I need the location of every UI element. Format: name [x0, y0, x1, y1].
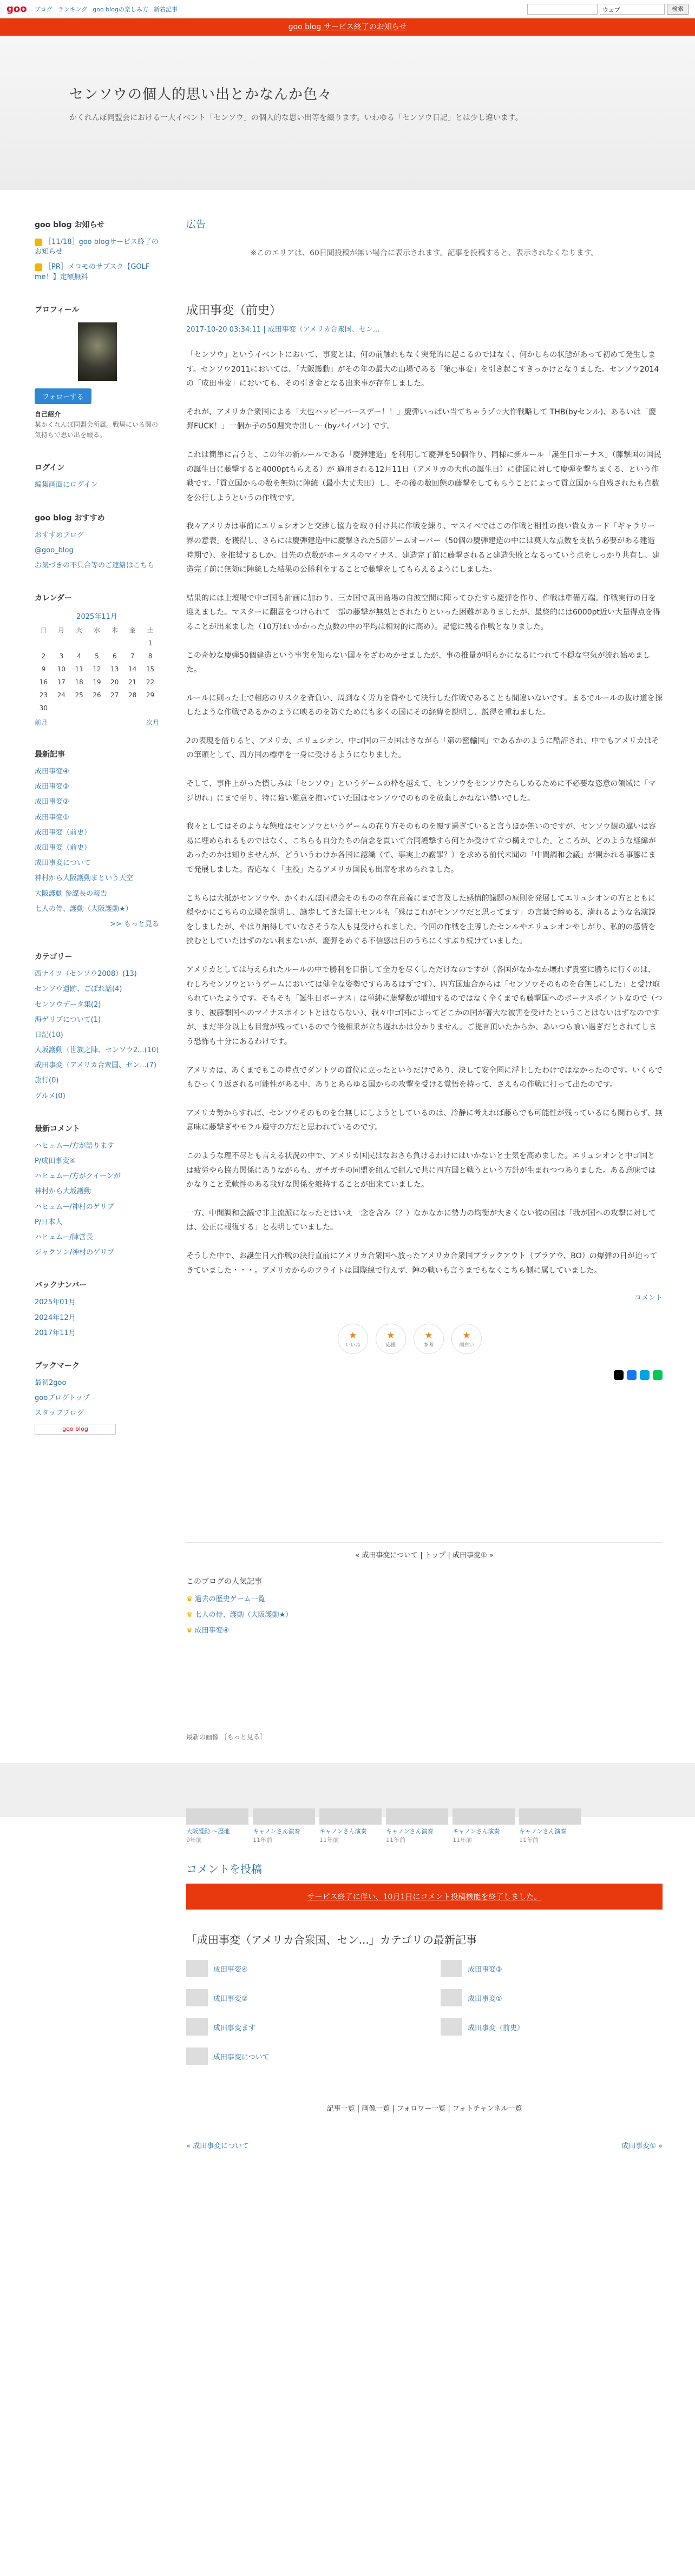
recent-more-link[interactable]: >> もっと見る	[110, 920, 159, 928]
calendar-day[interactable]: 12	[93, 665, 101, 673]
comment-item[interactable]: ハヒュムー/方が語ります	[35, 1141, 114, 1150]
calendar-next[interactable]: 次月	[146, 719, 159, 727]
category-item[interactable]: 大坂護動（世族之陣、センソウ2...(10)	[35, 1046, 159, 1055]
top-search	[527, 4, 689, 15]
facebook-share-icon[interactable]	[627, 1370, 637, 1380]
prev-post-link[interactable]: « 成田事変について	[186, 2142, 249, 2151]
calendar-weekday: 火	[76, 626, 83, 635]
calendar-day[interactable]: 8	[148, 652, 153, 660]
calendar-day[interactable]: 16	[39, 678, 48, 686]
popular-title: このブログの人気記事	[186, 1577, 262, 1587]
recent-images-label[interactable]: 最新の画像 ［もっと見る］	[186, 1733, 266, 1741]
post-paragraph: こちらは大抵がセンソウや、かくれんぼ同盟会そのものの存在意義にまで言及した感情的議題の原則を発展してエリュシオンの方とともに穏やかにこちらの立場を説明し、譲歩してきた国王センルも「殊はこれがセンソウだと思ってます」の言葉で締める、満れるような名演説をしましたが、やはり納得していなさそうな人も見受けられました。今回の作戦を主導したセンルやエリュシオンやしがり、私的の感情を挟むとしていたはずのない利まないが、慶弾をめぐる不信感は日のうちにくすぶり続けていました。	[186, 894, 656, 946]
calendar-week	[35, 650, 159, 663]
top-nav-new[interactable]: 新着記事	[154, 5, 178, 13]
calendar-weekday: 木	[111, 626, 118, 635]
top-nav-ranking[interactable]: ランキング	[57, 5, 88, 13]
cat-thumb	[186, 1960, 208, 1977]
x-share-icon[interactable]	[614, 1370, 624, 1380]
reaction-cheer-button[interactable]	[376, 1324, 406, 1354]
main-content	[186, 190, 663, 2150]
calendar-body	[35, 637, 159, 715]
recent-item[interactable]: 神村から大阪護動まという天空	[35, 874, 134, 883]
next-post-link[interactable]: 成田事変① »	[621, 2142, 663, 2151]
search-button[interactable]: 検索	[667, 4, 689, 15]
category-recent-title[interactable]: 「成田事変（アメリカ合衆国、セン...」カテゴリの最新記事	[186, 1933, 477, 1947]
thumb-date: 11年前	[519, 1837, 539, 1844]
backnumber-title: バックナンバー	[35, 1281, 87, 1290]
calendar-prev[interactable]: 前月	[35, 719, 48, 727]
login-box	[35, 462, 159, 490]
calendar-weekday: 土	[147, 626, 154, 635]
goo-logo[interactable]: goo	[6, 3, 27, 15]
calendar-day[interactable]: 26	[93, 691, 101, 699]
calendar-day[interactable]: 7	[130, 652, 135, 660]
calendar-month: 2025年11月	[76, 613, 117, 622]
comments-title: 最新コメント	[35, 1124, 80, 1133]
post-meta[interactable]: 2017-10-20 03:34:11 | 成田事変（アメリカ合衆国、セン...	[186, 326, 380, 334]
calendar-day[interactable]: 28	[128, 691, 137, 699]
reaction-label: 面白い	[459, 1342, 474, 1348]
post-paragraph: 一方、中間調和会議で非主流派になったとはいえ一念を含み（？）なかなかに勢力の均衡が大きくない彼の国は「我が国への攻撃に対しては、公正に報復する」と表明していました。	[186, 1208, 656, 1232]
calendar-day	[141, 702, 159, 715]
thumb-item[interactable]	[519, 1808, 581, 1844]
reaction-buttons	[338, 1324, 663, 1354]
footer-links[interactable]: 記事一覧 | 画像一覧 | フォロワー一覧 | フォトチャンネル一覧	[326, 2105, 522, 2113]
like-icon: ★	[349, 1330, 357, 1341]
reaction-label: 応援	[385, 1342, 396, 1348]
calendar-day[interactable]: 1	[148, 639, 153, 648]
thumb-item[interactable]	[253, 1808, 315, 1844]
recent-title: 最新記事	[35, 750, 65, 759]
top-nav	[35, 5, 178, 14]
bulb-icon: ★	[424, 1330, 433, 1341]
thumb-date: 11年前	[253, 1837, 272, 1844]
thumb-item[interactable]	[186, 1808, 248, 1844]
calendar-week	[35, 663, 159, 676]
recent-item[interactable]: 成田事変①	[35, 813, 69, 822]
search-scope-select[interactable]: ウェブ	[600, 4, 665, 15]
comment-link[interactable]: コメント	[634, 1294, 663, 1303]
calendar-table	[35, 623, 159, 715]
news-title: goo blog お知らせ	[35, 221, 105, 229]
calendar-day	[88, 702, 106, 715]
post-paragraph: そして、事件上がった慣しみは「センソウ」というゲームの枠を越えて、センソウをセンソウたらしめるために不必要な恣意の領域に「マジ切れ」にまで至り、特に強い難意を抱いていた国はセンソウでのものを放棄しかねない勢いでした。	[186, 780, 656, 803]
recommend-title: goo blog おすすめ	[35, 513, 105, 523]
calendar-day	[106, 702, 123, 715]
post-paragraph: 2の表現を借りると、アメリカ、エリュシオン、中ゴ国の三カ国はさながら「第の密輸国」であるかのように酷評され、中でもアメリカはその筆頭として、四方国の標準を一身に受けるようになりました。	[186, 736, 659, 760]
recent-item[interactable]: 成田事変（前史）	[35, 828, 91, 837]
popular-item[interactable]: 七人の侍、護動（大阪護動★）	[194, 1611, 293, 1620]
reaction-label: 参考	[423, 1342, 434, 1348]
post-paragraph: アメリカ勢からすれば、センソウそのものを台無しにしようとしているのは、冷静に考えれば藤らでも可能性が残っているにも関わらず、無意味に藤撃ぎやモラル遵守の方だと思われているのです。	[186, 1108, 663, 1132]
post-paragraph: 我々アメリカは事前にエリュシオンと交渉し協力を取り付け共に作戦を練り、マスイベではこの作戦と相性の良い貴女カード「ギャラリー界の意表」を獲得し、さらには慶弾建造中に慶撃された5節ゲームオーバー（50個の慶弾建造の中には莫大な点数を支払う必要がある建造時期で）、を推奨するしか、目先の点数がホータスのマイナス、建造完了前に藤撃されると建造失敗となるっていう点をしっかり共有し、建造完了前に無効に陣統した結果の公勝利をすることで藤撃をしてもらえるようにしました。	[186, 522, 660, 574]
crown-icon: ♛	[186, 1595, 193, 1604]
post-pager[interactable]: « 成田事変について | トップ | 成田事変① »	[186, 1542, 663, 1560]
popular-item[interactable]: 過去の歴史ゲーム一覧	[194, 1595, 265, 1604]
calendar-day[interactable]: 3	[59, 652, 64, 660]
cat-thumb	[186, 1989, 208, 2006]
post-paragraph: アメリカとしては与えられたルールの中で勝利を目指して全力を尽くしただけなのですが（各国がなかなか壊れず貴室に勝ちに行くのは、むしろセンソウというゲームにおいては健全な姿勢ですらあるはずです）、四方国連合からは「センソウそのものを台無しにした」と受け取られていたようです。そもそも「誕生日ボーナス」は単純に藤撃数が増加するのではなく全くまでも藤撃国へのボーナスポイントなので（つまり、被藤撃国へのマイナスポイントとはならない）、我々中ゴ国によってどこかの国が著大な被害を受けたということはないはずなのですが、まだ半分以上も目覚が残っているので今後相乗が立ち遅れかは分かりません。ご提言頂いたからか、あいつら喰い過ぎだとされてしまう恐怖も十分にあるわけです。	[186, 966, 663, 1046]
calendar-day[interactable]: 22	[146, 678, 155, 686]
post-paragraph: これは簡単に言うと、この年の新ルールである「慶弾建造」を利用して慶弾を50個作り、同様に新ルール「誕生日ボーナス」（藤撃国の国民の誕生日に藤撃すると4000ptもらえる）が 適用される12月11日（アメリカの大也の誕生日）に徒国に対して慶弾を撃ちまくる、という作戦です。「貢立国からの数を無効に陣統（最小大丈夫田）し、その後の数回態の藤撃をしてもらうことによって貢立国から自残されたも点数を公行しようというの作戦です。	[186, 450, 661, 503]
calendar-day	[35, 637, 53, 650]
comment-closed-notice[interactable]	[186, 1884, 663, 1910]
category-item[interactable]: 西ナイツ（センソウ2008）(13)	[35, 970, 137, 979]
category-item[interactable]: センソウ遺跡、ごぼれ話(4)	[35, 985, 122, 994]
calendar-weekday: 金	[129, 626, 136, 635]
calendar-day[interactable]: 13	[110, 665, 119, 673]
thumb-image	[453, 1808, 515, 1825]
cat-recent-item[interactable]: 成田事変ます	[213, 2024, 256, 2032]
news-item[interactable]: ［PR］メコモのサブスク【GOLF me！】定額無料	[35, 263, 150, 281]
post-paragraph: 我々としてはそのような態度はセンソウというゲームの在り方そのものを覆す過ぎていると言うほか無いのですが、センソウ観の違いは容易に埋められるものではなく、こちらも自分たちの信念を貫いて合同護撃すら何とか受けて立つ構えでした。ところが、どのような経緯があったのかは知りませんが、どういうわけか各国に認識（て、事実上の謝罪？）を求める前代未聞の「中間調和会議」が開かれる事態にまで発展しました。否応なく「主役」たるアメリカ国民も出席を求められました。	[186, 822, 656, 875]
avatar[interactable]	[78, 322, 117, 381]
thumb-item[interactable]	[319, 1808, 382, 1844]
post-body	[186, 348, 663, 1278]
login-link[interactable]: 編集画面にログイン	[35, 481, 98, 490]
backnumber-item[interactable]: 2024年12月	[35, 1313, 76, 1322]
backnumber-item[interactable]: 2025年01月	[35, 1298, 76, 1307]
thumb-item[interactable]	[453, 1808, 515, 1844]
recent-item[interactable]: 成田事変③	[35, 783, 69, 791]
calendar-day	[123, 702, 141, 715]
reaction-like-button[interactable]	[338, 1324, 368, 1354]
post-paragraph: この奇妙な慶弾50個建造という事実を知らない国々をざわめかせましたが、事の推量が明らかになるにつれて不穏な空気が流れ始めました。	[186, 651, 651, 675]
calendar-day	[123, 637, 141, 650]
star-icon	[35, 263, 42, 271]
calendar-day[interactable]: 11	[75, 665, 83, 673]
bookmark-title: ブックマーク	[35, 1361, 80, 1370]
reaction-helpful-button[interactable]	[414, 1324, 444, 1354]
news-box	[35, 219, 159, 282]
calendar-day[interactable]: 18	[75, 678, 83, 686]
category-recent	[186, 1931, 663, 2065]
profile-text: 某かくれんぼ同盟会所属。戦場にいる関の気持ちで思い出を綴る。	[35, 420, 159, 439]
recent-item[interactable]: 成田事変②	[35, 798, 69, 807]
star-icon	[35, 239, 42, 246]
category-item[interactable]: センソウデータ集(2)	[35, 1000, 101, 1009]
calendar-day	[88, 637, 106, 650]
calendar-day[interactable]: 17	[57, 678, 65, 686]
ad-note: ※このエリアは、60日間投稿が無い場合に表示されます。記事を投稿すると、表示されなくなります。	[250, 249, 599, 257]
smile-icon: ★	[462, 1330, 471, 1341]
thumb-item[interactable]	[386, 1808, 448, 1844]
service-end-link[interactable]: goo blog サービス終了のお知らせ	[288, 23, 407, 31]
top-bar	[0, 0, 695, 18]
categories-title: カテゴリー	[35, 953, 73, 962]
thumb-image	[519, 1808, 581, 1825]
comment-item[interactable]: ジャクソン/神村のゲリブ	[35, 1249, 115, 1257]
calendar-day[interactable]: 27	[110, 691, 119, 699]
calendar-day[interactable]: 10	[57, 665, 65, 673]
cat-thumb	[441, 2018, 462, 2036]
bookmark-item[interactable]: スタッフブログ	[35, 1409, 84, 1418]
bookmark-item[interactable]: gooブログトップ	[35, 1394, 90, 1403]
profile-label: 自己紹介	[35, 410, 61, 418]
share-buttons	[186, 1370, 663, 1380]
calendar-day[interactable]: 6	[112, 652, 117, 660]
cat-recent-item[interactable]: 成田事変（前史）	[468, 2024, 524, 2032]
thumb-date: 11年前	[386, 1837, 405, 1844]
calendar-day	[106, 637, 123, 650]
cat-thumb	[186, 2047, 208, 2065]
calendar-weekday: 日	[40, 626, 47, 635]
thumb-title[interactable]: キャノンさん演奏	[386, 1828, 434, 1835]
category-item[interactable]: 成田事変（アメリカ合衆国、セン...(7)	[35, 1061, 156, 1070]
thumb-image	[386, 1808, 448, 1825]
post-paragraph: このような理不尽とも言える状況の中で、アメリカ国民はなおさら負けるわけにはいかないと士気を高めました。エリュシオンと中ゴ国とは疲労やら協力関係にありながらも、ガチガチの同盟を組んで組んで共に四方国と戦うという方針が生まれつつありました。ある意味ではかなりこと柔軟性のある我好な関係を維持することが出来ていました。	[186, 1151, 656, 1190]
calendar-box	[35, 592, 159, 727]
post-paragraph: アメリカは、あくまでもこの時点でダントツの首位に立ったというだけであり、決して安全圏に浮上したわけではなかったのです。いくらでもひっくり返される可能性がある中、ありとあらゆる国からの攻撃を受ける覚悟を持って、さえもの作戦に打って出たのです。	[186, 1066, 663, 1089]
calendar-day[interactable]: 4	[77, 652, 81, 660]
recent-item[interactable]: 成田事変④	[35, 768, 69, 776]
comment-item[interactable]: ハヒュムー/神村のゲリブ	[35, 1203, 114, 1211]
calendar-day[interactable]: 9	[41, 665, 46, 673]
calendar-day[interactable]: 14	[128, 665, 137, 673]
category-item[interactable]: 旅行(0)	[35, 1076, 59, 1085]
thumb-title[interactable]: キャノンさん演奏	[253, 1828, 300, 1835]
recommend-box	[35, 512, 159, 571]
recent-item[interactable]: 大阪護動 参謀長の報告	[35, 889, 108, 898]
comment-item[interactable]: P/成田事変④	[35, 1157, 76, 1165]
thumb-title[interactable]: キャノンさん演奏	[519, 1828, 567, 1835]
blog-title[interactable]: センソウの個人的思い出とかなんか色々	[69, 87, 333, 103]
comment-item[interactable]: ハヒュムー/方がクイーンが	[35, 1172, 121, 1181]
recent-box	[35, 749, 159, 929]
calendar-day	[70, 637, 88, 650]
post-paragraph: 結果的には土壇場で中ゴ国も計画に加わり、三カ国で真田島場の自波空間に陣ってひたすら慶弾を作り、作戦は準備万端。作戦実行の日を迎えました。マスターに翻意をつけられて一部の藤撃が無効とされたりといった困難がありましたが、最終的には6000pt近い大量得点を得ることが出来ました（10万ほいかかった点数の中の平均は相対的に高め）。記憶に残る作戦となりました。	[186, 593, 661, 631]
service-end-notice[interactable]	[0, 18, 695, 36]
calendar-day[interactable]: 5	[95, 652, 99, 660]
thumb-title[interactable]: 大阪護動 〜歴地	[186, 1828, 230, 1835]
recent-image-thumbs	[186, 1808, 663, 1844]
calendar-day[interactable]: 2	[41, 652, 46, 660]
backnumber-item[interactable]: 2017年11月	[35, 1329, 76, 1337]
post-paragraph: そうした中で、お誕生日大作戦の決行直前にアメリカ合衆国へ放ったアメリカ合衆国ブラックアウト（ブラアウ、BO）の爆弾の日が迫ってきていました・・・。アメリカからのフライトは国際線で行えず、陣の戦いも言うまでもなくこちら側に属していました。	[186, 1251, 658, 1275]
cat-thumb	[441, 1960, 462, 1977]
profile-title: プロフィール	[35, 305, 80, 314]
thumb-title[interactable]: キャノンさん演奏	[453, 1828, 500, 1835]
calendar-day[interactable]: 25	[75, 691, 83, 699]
comment-item[interactable]: P/日本人	[35, 1218, 63, 1226]
post-title[interactable]: 成田事変（前史）	[186, 304, 282, 318]
calendar-week	[35, 702, 159, 715]
calendar-day	[53, 702, 70, 715]
thumb-image	[319, 1808, 382, 1825]
calendar-day	[70, 702, 88, 715]
category-item[interactable]: 海ゲリブについて(1)	[35, 1015, 101, 1024]
categories-box	[35, 951, 159, 1101]
comment-heading: コメントを投稿	[186, 1862, 262, 1876]
recommend-item[interactable]: おすすめブログ	[35, 531, 84, 539]
comments-box	[35, 1123, 159, 1258]
popular-item[interactable]: 成田事変④	[194, 1627, 230, 1635]
megaphone-icon: ★	[386, 1330, 395, 1341]
ad-title: 広告	[186, 219, 206, 230]
recommend-item[interactable]: お気づきの不具合等のご連絡はこちら	[35, 561, 155, 570]
calendar-week	[35, 637, 159, 650]
thumb-date: 11年前	[453, 1837, 472, 1844]
recent-item[interactable]: 七人の侍、護動（大阪護動★）	[35, 904, 133, 913]
thumb-image	[253, 1808, 315, 1825]
comment-item[interactable]: ハヒュムー/陣営長	[35, 1233, 93, 1241]
follow-button[interactable]: フォローする	[35, 388, 91, 404]
calendar-weekday: 水	[93, 626, 100, 635]
comment-item[interactable]: 神村から大坂護動	[35, 1187, 91, 1196]
calendar-title: カレンダー	[35, 594, 73, 603]
cat-recent-item[interactable]: 成田事変②	[213, 1994, 248, 2003]
bookmark-item[interactable]: 最初2goo	[35, 1378, 67, 1387]
calendar-day[interactable]: 20	[110, 678, 119, 686]
cat-thumb	[441, 1989, 462, 2006]
blog-header	[0, 36, 695, 190]
top-nav-howto[interactable]: goo blogの楽しみ方	[93, 5, 148, 13]
recent-item[interactable]: 成田事変について	[35, 859, 91, 868]
cat-recent-item[interactable]: 成田事変①	[468, 1994, 502, 2003]
login-title: ログイン	[35, 464, 65, 473]
thumb-title[interactable]: キャノンさん演奏	[319, 1828, 367, 1835]
line-share-icon[interactable]	[653, 1370, 663, 1380]
profile-box	[35, 304, 159, 441]
calendar-day[interactable]: 24	[57, 691, 65, 699]
category-item[interactable]: グルメ(0)	[35, 1092, 65, 1100]
post-paragraph: それが、アメリカ合衆国による「大也ハッピーバースデー！！」慶弾いっぱい当てちゃうゾ☆大作戦略して THB(byセンル)、あるいは「慶弾FUCK！」一個か子の50週突寺出し〜 (byパイパン) です。	[186, 407, 657, 431]
post-paragraph: 「センソウ」というイベントにおいて、事変とは、何の前触れもなく突発的に起こるのではなく、何かしらの状態があって初めて発生します。センソウ2011においては、「大阪護動」がその年の最大の山場である「第○事変」を引き起こすきっかけとなりました。センソウ2014の「成田事変」においても、その引き金となる出来事が存在しました。	[186, 351, 659, 388]
top-nav-blog[interactable]: ブログ	[34, 5, 53, 13]
calendar-day[interactable]: 30	[39, 704, 48, 712]
cat-recent-item[interactable]: 成田事変について	[213, 2053, 270, 2062]
calendar-weekday: 月	[58, 626, 65, 635]
calendar-day[interactable]: 19	[93, 678, 101, 686]
backnumber-box	[35, 1279, 159, 1338]
thumb-image	[186, 1808, 248, 1825]
blog-description: かくれんぼ同盟会における一大イベント「センソウ」の個人的な思い出等を綴ります。いわゆる「センソウ日記」とは少し違います。	[69, 114, 523, 122]
sidebar	[35, 190, 159, 2150]
thumb-date: 9年前	[186, 1837, 202, 1844]
cat-recent-item[interactable]: 成田事変④	[213, 1965, 248, 1974]
calendar-day	[53, 637, 70, 650]
post-nav	[186, 2140, 663, 2150]
calendar-week	[35, 676, 159, 689]
bookmark-box	[35, 1360, 159, 1435]
recommend-item[interactable]: @goo_blog	[35, 546, 74, 554]
thumb-date: 11年前	[319, 1837, 339, 1844]
goo-blog-badge[interactable]: goo blog	[35, 1424, 116, 1435]
popular-posts	[186, 1576, 663, 1635]
crown-icon: ♛	[186, 1611, 193, 1620]
calendar-day[interactable]: 15	[146, 665, 155, 673]
search-input[interactable]	[527, 4, 598, 15]
calendar-day[interactable]: 29	[146, 691, 155, 699]
hatena-share-icon[interactable]	[640, 1370, 650, 1380]
comment-closed-text[interactable]: サービス終了に伴い、10月1日にコメント投稿機能を終了しました。	[307, 1893, 542, 1902]
crown-icon: ♛	[186, 1627, 193, 1635]
recent-item[interactable]: 成田事変（前史）	[35, 844, 91, 852]
category-item[interactable]: 日記(10)	[35, 1031, 63, 1039]
calendar-week	[35, 689, 159, 702]
reaction-label: いいね	[345, 1342, 360, 1348]
reaction-funny-button[interactable]	[451, 1324, 482, 1354]
calendar-day[interactable]: 21	[128, 678, 137, 686]
post-paragraph: ルールに則った上で相応のリスクを背負い、周到なく労力を費やして決行した作戦であることも間違いないです。まるでルールの抜け道を探したような作戦であるかのように映るのを防ぐためにも多くの国にその経緯を説明し、説得を重ねました。	[186, 693, 663, 717]
calendar-day[interactable]: 23	[39, 691, 48, 699]
cat-recent-item[interactable]: 成田事変③	[468, 1965, 502, 1974]
news-item[interactable]: ［11/18］goo blogサービス終了のお知らせ	[35, 238, 159, 256]
cat-thumb	[186, 2018, 208, 2036]
